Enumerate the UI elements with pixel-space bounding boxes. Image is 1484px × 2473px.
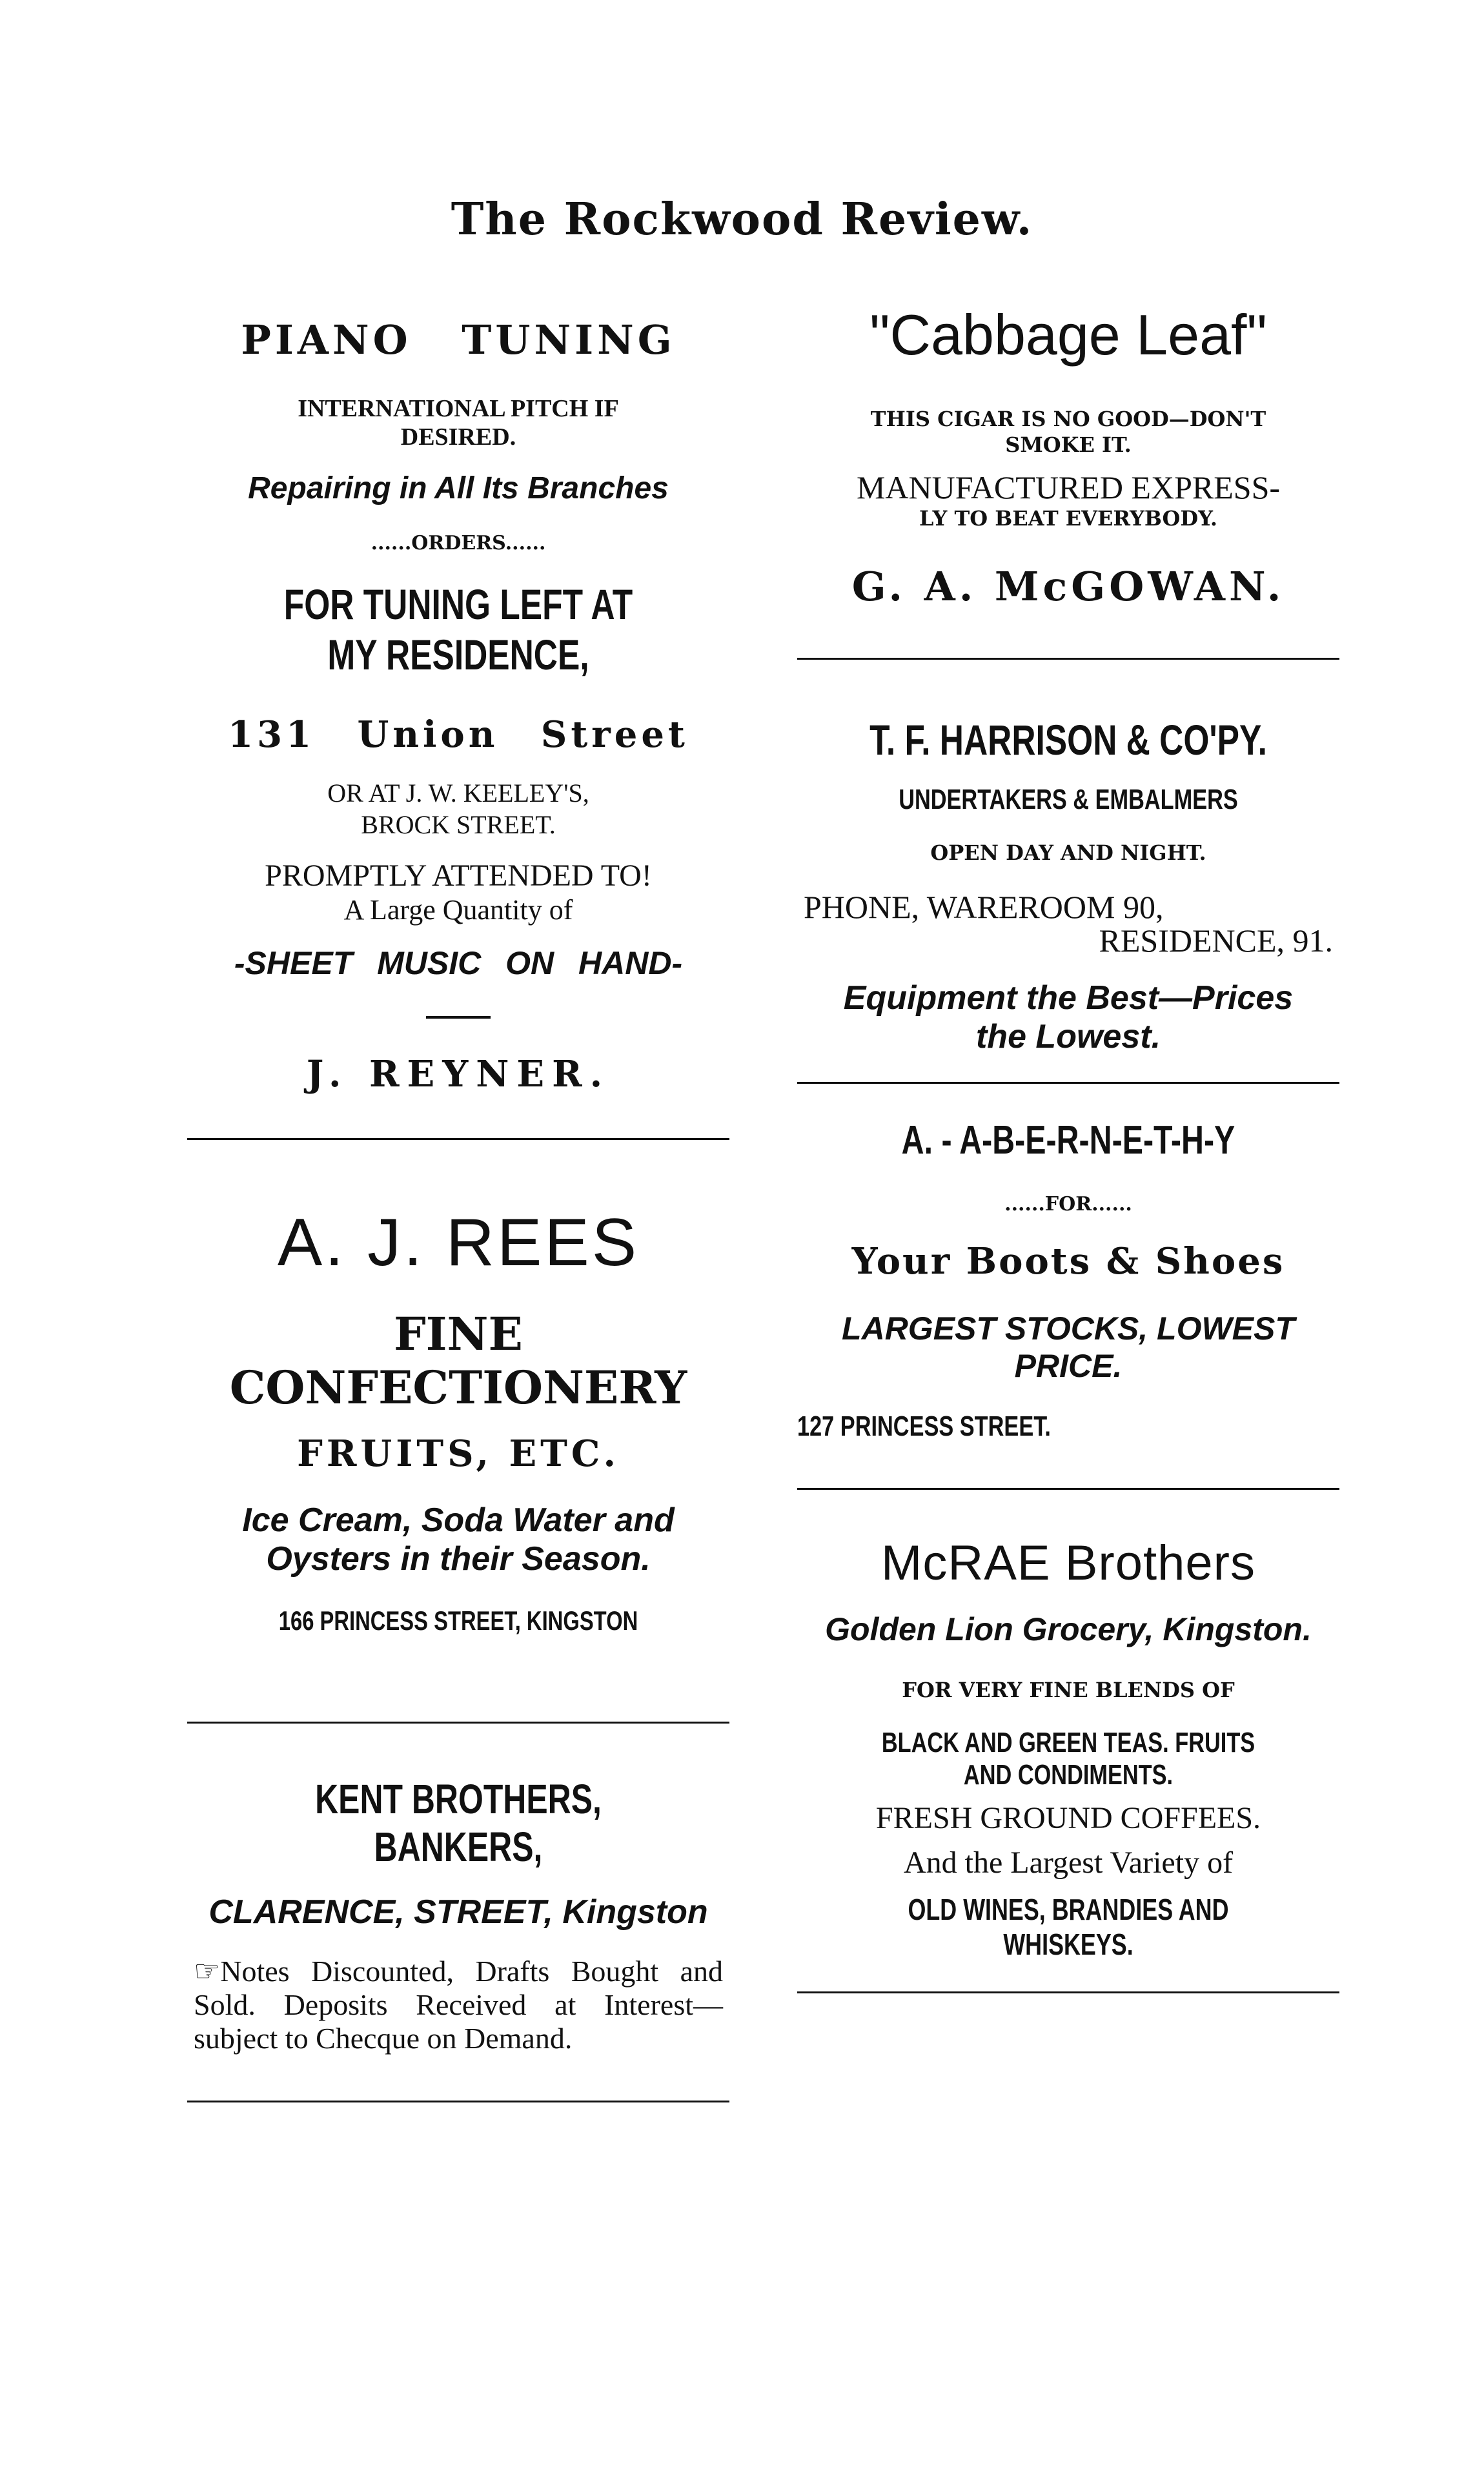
abernethy-ad bbox=[797, 1117, 1339, 1443]
mcrae-line4: AND CONDIMENTS. bbox=[963, 1759, 1174, 1791]
mcrae-line5: FRESH GROUND COFFEES. bbox=[875, 1801, 1261, 1835]
mcrae-ad bbox=[797, 1535, 1339, 1962]
piano-repairing: Repairing in All Its Branches bbox=[248, 471, 669, 505]
piano-for-tuning: FOR TUNING LEFT AT MY RESIDENCE, bbox=[283, 580, 633, 678]
divider bbox=[797, 1488, 1339, 1490]
piano-heading: PIANO TUNING bbox=[241, 316, 676, 363]
cabbage-line1: THIS CIGAR IS NO GOOD—DON'T bbox=[870, 407, 1266, 431]
rees-line2: FRUITS, ETC. bbox=[297, 1432, 620, 1475]
kent-ad bbox=[187, 1775, 729, 2055]
harrison-line4: RESIDENCE, 91. bbox=[1099, 922, 1333, 959]
rees-line4: Oysters in their Season. bbox=[266, 1540, 651, 1578]
divider bbox=[187, 1722, 729, 1724]
piano-promptly: PROMPTLY ATTENDED TO! bbox=[265, 859, 652, 893]
page-title: The Rockwood Review. bbox=[451, 194, 1033, 245]
piano-pitch: INTERNATIONAL PITCH IF DESIRED. bbox=[298, 395, 619, 451]
kent-name: KENT BROTHERS, BANKERS, bbox=[315, 1776, 602, 1870]
cabbage-line3: MANUFACTURED EXPRESS- bbox=[856, 469, 1281, 505]
rees-ad bbox=[187, 1205, 729, 1636]
rees-name: A. J. REES bbox=[277, 1205, 640, 1280]
kent-body: ☞Notes Discounted, Drafts Bought and Sold. Deposits Received at Interest—subject to Checque on Demand. bbox=[194, 1955, 723, 2055]
harrison-line2: OPEN DAY AND NIGHT. bbox=[930, 840, 1206, 865]
abernethy-line1: Your Boots & Shoes bbox=[851, 1240, 1285, 1283]
harrison-line5: Equipment the Best—Prices bbox=[843, 979, 1294, 1017]
mcrae-line6: And the Largest Variety of bbox=[903, 1846, 1234, 1880]
cabbage-heading: "Cabbage Leaf" bbox=[869, 303, 1267, 367]
cabbage-line2: SMOKE IT. bbox=[1005, 433, 1132, 457]
rees-line3: Ice Cream, Soda Water and bbox=[242, 1501, 675, 1539]
abernethy-name: A. - A-B-E-R-N-E-T-H-Y bbox=[901, 1118, 1235, 1163]
piano-name: J. REYNER. bbox=[306, 1053, 611, 1095]
piano-street: 131 Union Street bbox=[228, 713, 689, 756]
cabbage-line4: LY TO BEAT EVERYBODY. bbox=[919, 506, 1217, 531]
divider bbox=[797, 1991, 1339, 1993]
piano-sheet-music: -SHEET MUSIC ON HAND- bbox=[234, 945, 683, 981]
divider bbox=[797, 658, 1339, 660]
divider bbox=[187, 1138, 729, 1140]
kent-street: CLARENCE, STREET, Kingston bbox=[208, 1893, 708, 1931]
harrison-name: T. F. HARRISON & CO'PY. bbox=[869, 716, 1267, 764]
left-column bbox=[187, 303, 729, 2102]
abernethy-line3: PRICE. bbox=[1014, 1348, 1123, 1384]
abernethy-address: 127 PRINCESS STREET. bbox=[797, 1410, 1051, 1442]
rees-line1: FINE CONFECTIONERY bbox=[229, 1307, 687, 1414]
mcrae-name: McRAE Brothers bbox=[881, 1536, 1255, 1591]
mcrae-line3: BLACK AND GREEN TEAS. FRUITS bbox=[881, 1727, 1255, 1758]
abernethy-line2: LARGEST STOCKS, LOWEST bbox=[842, 1310, 1295, 1347]
right-column bbox=[797, 303, 1339, 1993]
piano-orders: ......ORDERS...... bbox=[371, 532, 546, 555]
piano-tuning-ad bbox=[187, 316, 729, 1095]
piano-or-at: OR AT J. W. KEELEY'S, bbox=[327, 779, 589, 808]
piano-short-rule bbox=[187, 1010, 729, 1022]
cabbage-leaf-ad bbox=[797, 302, 1339, 610]
divider bbox=[797, 1082, 1339, 1084]
piano-large-quantity: A Large Quantity of bbox=[343, 894, 573, 926]
harrison-line1: UNDERTAKERS & EMBALMERS bbox=[899, 784, 1238, 815]
mcrae-line2: FOR VERY FINE BLENDS OF bbox=[902, 1678, 1235, 1702]
mcrae-line1: Golden Lion Grocery, Kingston. bbox=[825, 1611, 1312, 1647]
mcrae-line8: WHISKEYS. bbox=[1003, 1928, 1133, 1961]
harrison-line6: the Lowest. bbox=[975, 1018, 1161, 1055]
piano-brock: BROCK STREET. bbox=[361, 810, 556, 839]
abernethy-for: ......FOR...... bbox=[1004, 1193, 1132, 1216]
mcrae-line7: OLD WINES, BRANDIES AND bbox=[908, 1893, 1229, 1926]
harrison-line3: PHONE, WAREROOM 90, bbox=[804, 889, 1164, 925]
cabbage-name: G. A. McGOWAN. bbox=[851, 563, 1285, 610]
rees-address: 166 PRINCESS STREET, KINGSTON bbox=[278, 1605, 638, 1636]
divider bbox=[187, 2101, 729, 2102]
harrison-ad bbox=[797, 715, 1339, 1056]
